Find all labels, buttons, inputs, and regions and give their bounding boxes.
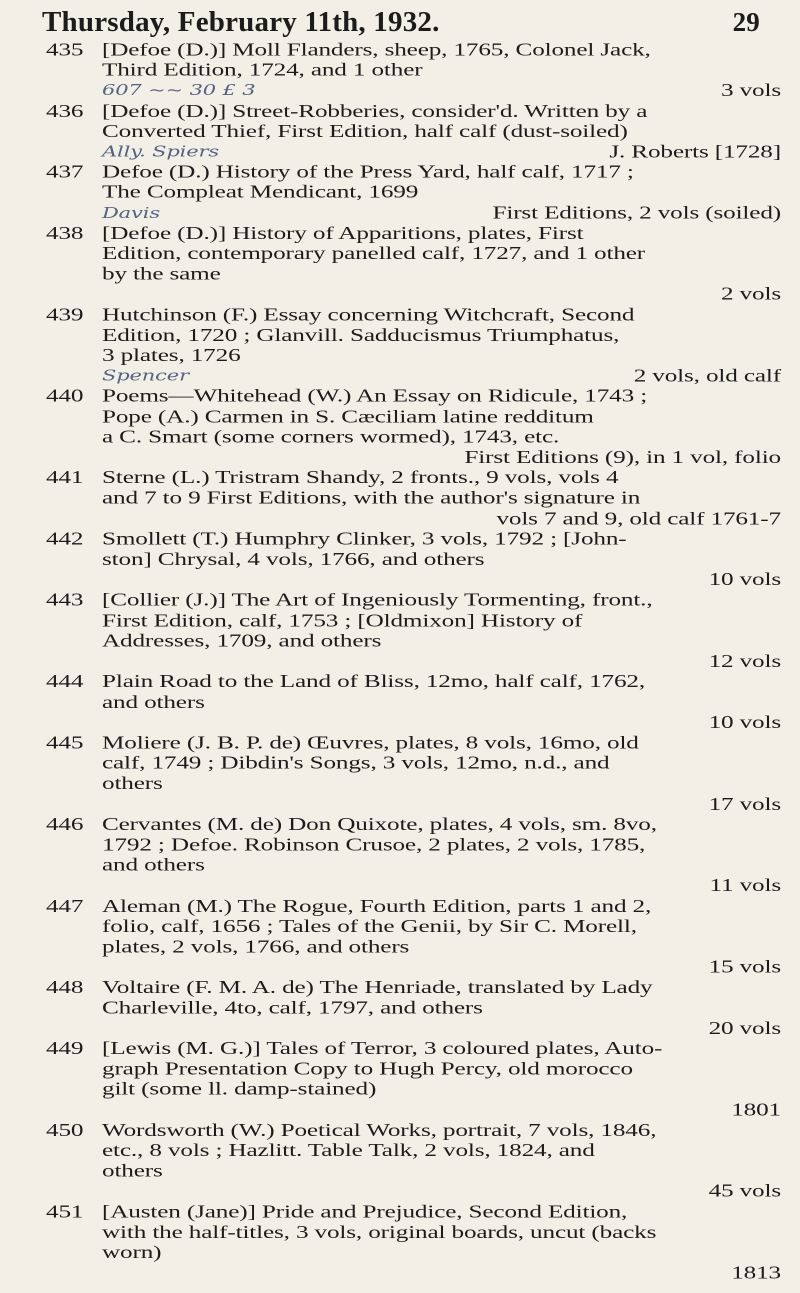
lot-description bbox=[102, 672, 781, 733]
lot-list bbox=[46, 40, 781, 1283]
lot-tail bbox=[102, 652, 781, 672]
lot-description bbox=[102, 1202, 781, 1284]
lot-line: graph Presentation Copy to Hugh Percy, old morocco bbox=[102, 1059, 633, 1079]
lot-line: Wordsworth (W.) Poetical Works, portrait, 7 vols, 1846, bbox=[102, 1121, 657, 1140]
lot-line: others bbox=[102, 1161, 163, 1181]
lot-tail bbox=[102, 957, 781, 977]
handwritten-note: Spencer bbox=[102, 367, 189, 385]
lot-line: and others bbox=[102, 856, 205, 875]
lot-entry bbox=[46, 815, 781, 897]
lot-volumes: 11 vols bbox=[709, 876, 781, 896]
lot-tail bbox=[102, 570, 781, 590]
lot-number: 439 bbox=[46, 305, 84, 325]
lot-volumes: 3 vols bbox=[721, 81, 781, 101]
lot-description bbox=[102, 733, 781, 815]
lot-number: 435 bbox=[46, 40, 84, 60]
lot-tail bbox=[102, 366, 781, 386]
lot-line: Hutchinson (F.) Essay concerning Witchcraft, Second bbox=[102, 305, 635, 325]
lot-number: 450 bbox=[46, 1121, 84, 1140]
lot-line: First Edition, calf, 1753 ; [Oldmixon] History of bbox=[102, 611, 583, 631]
lot-entry bbox=[46, 1120, 781, 1202]
lot-line: with the half-titles, 3 vols, original boards, uncut (backs bbox=[102, 1222, 657, 1242]
lot-volumes: 45 vols bbox=[708, 1182, 781, 1202]
lot-volumes: First Editions (9), in 1 vol, folio bbox=[464, 448, 781, 468]
lot-line: [Defoe (D.)] History of Apparitions, plates, First bbox=[102, 224, 584, 243]
lot-tail bbox=[102, 142, 781, 162]
lot-number: 440 bbox=[46, 387, 84, 407]
lot-line: Converted Thief, First Edition, half calf (dust-soiled) bbox=[102, 122, 628, 142]
lot-description bbox=[102, 978, 781, 1039]
page-header bbox=[42, 0, 760, 44]
lot-entry bbox=[46, 978, 781, 1039]
page-date: Thursday, February 11th, 1932. bbox=[42, 5, 440, 38]
lot-description bbox=[102, 101, 781, 162]
lot-entry bbox=[46, 387, 781, 469]
lot-number: 436 bbox=[46, 101, 84, 121]
lot-entry bbox=[46, 529, 781, 590]
handwritten-note: Davis bbox=[102, 204, 160, 222]
lot-volumes: 15 vols bbox=[708, 957, 781, 977]
lot-line: The Compleat Mendicant, 1699 bbox=[102, 183, 419, 203]
lot-volumes: vols 7 and 9, old calf 1761-7 bbox=[496, 509, 781, 529]
lot-line: 3 plates, 1726 bbox=[102, 346, 241, 366]
handwritten-note: 607 ~~ 30 £ 3 bbox=[102, 82, 256, 99]
lot-tail bbox=[102, 794, 781, 814]
lot-description bbox=[102, 305, 781, 387]
lot-tail bbox=[102, 876, 781, 896]
lot-number: 445 bbox=[46, 733, 84, 753]
lot-tail bbox=[102, 713, 781, 733]
lot-line: calf, 1749 ; Dibdin's Songs, 3 vols, 12mo, n.d., and bbox=[102, 754, 610, 773]
lot-line: Defoe (D.) History of the Press Yard, half calf, 1717 ; bbox=[102, 163, 634, 182]
lot-number: 438 bbox=[46, 224, 84, 243]
lot-number: 446 bbox=[46, 815, 84, 835]
lot-volumes: 10 vols bbox=[708, 713, 781, 733]
lot-entry bbox=[46, 468, 781, 529]
lot-tail bbox=[102, 203, 781, 223]
lot-line: [Austen (Jane)] Pride and Prejudice, Second Edition, bbox=[102, 1202, 628, 1222]
lot-entry bbox=[46, 101, 781, 162]
lot-number: 442 bbox=[46, 529, 84, 549]
lot-line: Addresses, 1709, and others bbox=[102, 631, 382, 651]
lot-line: Plain Road to the Land of Bliss, 12mo, half calf, 1762, bbox=[102, 672, 645, 692]
lot-tail bbox=[102, 285, 781, 305]
lot-tail bbox=[102, 1263, 781, 1283]
lot-line: Charleville, 4to, calf, 1797, and others bbox=[102, 998, 483, 1018]
lot-line: a C. Smart (some corners wormed), 1743, etc. bbox=[102, 427, 560, 447]
page-number: 29 bbox=[732, 6, 760, 37]
lot-entry bbox=[46, 305, 781, 387]
lot-entry bbox=[46, 223, 781, 305]
handwritten-note: Ally. Spiers bbox=[102, 143, 220, 161]
lot-volumes: 10 vols bbox=[708, 570, 781, 590]
lot-line: etc., 8 vols ; Hazlitt. Table Talk, 2 vols, 1824, and bbox=[102, 1141, 595, 1161]
lot-line: Sterne (L.) Tristram Shandy, 2 fronts., 9 vols, vols 4 bbox=[102, 468, 619, 488]
lot-line: worn) bbox=[102, 1243, 162, 1263]
lot-tail bbox=[102, 1018, 781, 1038]
lot-tail bbox=[102, 81, 781, 101]
lot-description bbox=[102, 387, 781, 469]
lot-description bbox=[102, 162, 781, 223]
lot-line: folio, calf, 1656 ; Tales of the Genii, by Sir C. Morell, bbox=[102, 917, 637, 937]
lot-number: 441 bbox=[46, 468, 84, 488]
lot-description bbox=[102, 896, 781, 978]
lot-line: [Defoe (D.)] Street-Robberies, consider'd. Written by a bbox=[102, 101, 648, 121]
lot-volumes: 2 vols, old calf bbox=[633, 366, 781, 386]
lot-line: Smollett (T.) Humphry Clinker, 3 vols, 1792 ; [John- bbox=[102, 529, 627, 549]
lot-line: Moliere (J. B. P. de) Œuvres, plates, 8 vols, 16mo, old bbox=[102, 733, 639, 753]
lot-entry bbox=[46, 672, 781, 733]
lot-number: 437 bbox=[46, 163, 84, 182]
lot-line: Aleman (M.) The Rogue, Fourth Edition, parts 1 and 2, bbox=[102, 896, 652, 916]
lot-description bbox=[102, 1039, 781, 1121]
lot-number: 451 bbox=[46, 1202, 84, 1222]
lot-number: 449 bbox=[46, 1039, 84, 1059]
lot-tail bbox=[102, 509, 781, 529]
lot-line: Cervantes (M. de) Don Quixote, plates, 4 vols, sm. 8vo, bbox=[102, 815, 657, 835]
lot-description bbox=[102, 40, 781, 101]
lot-line: plates, 2 vols, 1766, and others bbox=[102, 937, 410, 957]
lot-line: [Collier (J.)] The Art of Ingeniously Tormenting, front., bbox=[102, 591, 653, 610]
lot-volumes: First Editions, 2 vols (soiled) bbox=[492, 203, 781, 223]
lot-number: 448 bbox=[46, 978, 84, 998]
lot-volumes: 12 vols bbox=[708, 652, 781, 672]
lot-line: [Lewis (M. G.)] Tales of Terror, 3 coloured plates, Auto- bbox=[102, 1039, 663, 1059]
lot-description bbox=[102, 1120, 781, 1202]
lot-line: Voltaire (F. M. A. de) The Henriade, translated by Lady bbox=[102, 978, 653, 998]
lot-entry bbox=[46, 896, 781, 978]
lot-line: others bbox=[102, 774, 163, 794]
lot-description bbox=[102, 223, 781, 305]
lot-entry bbox=[46, 162, 781, 223]
lot-line: and 7 to 9 First Editions, with the author's signature in bbox=[102, 489, 641, 508]
lot-line: 1792 ; Defoe. Robinson Crusoe, 2 plates, 2 vols, 1785, bbox=[102, 835, 646, 855]
lot-number: 443 bbox=[46, 591, 84, 610]
lot-number: 444 bbox=[46, 672, 84, 692]
lot-entry bbox=[46, 590, 781, 672]
lot-entry bbox=[46, 1039, 781, 1121]
lot-description bbox=[102, 529, 781, 590]
lot-line: and others bbox=[102, 692, 205, 712]
lot-line: ston] Chrysal, 4 vols, 1766, and others bbox=[102, 550, 485, 570]
lot-volumes: 1813 bbox=[731, 1263, 781, 1283]
lot-line: Poems—Whitehead (W.) An Essay on Ridicule, 1743 ; bbox=[102, 387, 648, 407]
lot-volumes: 17 vols bbox=[708, 794, 781, 814]
lot-description bbox=[102, 815, 781, 897]
lot-line: Edition, contemporary panelled calf, 1727, and 1 other bbox=[102, 244, 646, 264]
lot-number: 447 bbox=[46, 896, 84, 916]
lot-line: Pope (A.) Carmen in S. Cæciliam latine redditum bbox=[102, 407, 594, 427]
lot-entry bbox=[46, 733, 781, 815]
lot-tail bbox=[102, 1100, 781, 1120]
lot-line: gilt (some ll. damp-stained) bbox=[102, 1080, 377, 1100]
lot-tail bbox=[102, 1181, 781, 1201]
lot-entry bbox=[46, 40, 781, 101]
lot-volumes: 20 vols bbox=[708, 1019, 781, 1038]
lot-line: by the same bbox=[102, 264, 221, 284]
lot-volumes: 2 vols bbox=[721, 285, 781, 305]
lot-line: Third Edition, 1724, and 1 other bbox=[102, 61, 423, 80]
lot-line: [Defoe (D.)] Moll Flanders, sheep, 1765, Colonel Jack, bbox=[102, 40, 651, 60]
lot-line: Edition, 1720 ; Glanvill. Sadducismus Triumphatus, bbox=[102, 326, 620, 345]
lot-volumes: 1801 bbox=[731, 1100, 781, 1120]
lot-entry bbox=[46, 1202, 781, 1284]
lot-tail bbox=[102, 448, 781, 468]
lot-description bbox=[102, 590, 781, 672]
lot-description bbox=[102, 468, 781, 529]
lot-volumes: J. Roberts [1728] bbox=[609, 142, 781, 162]
